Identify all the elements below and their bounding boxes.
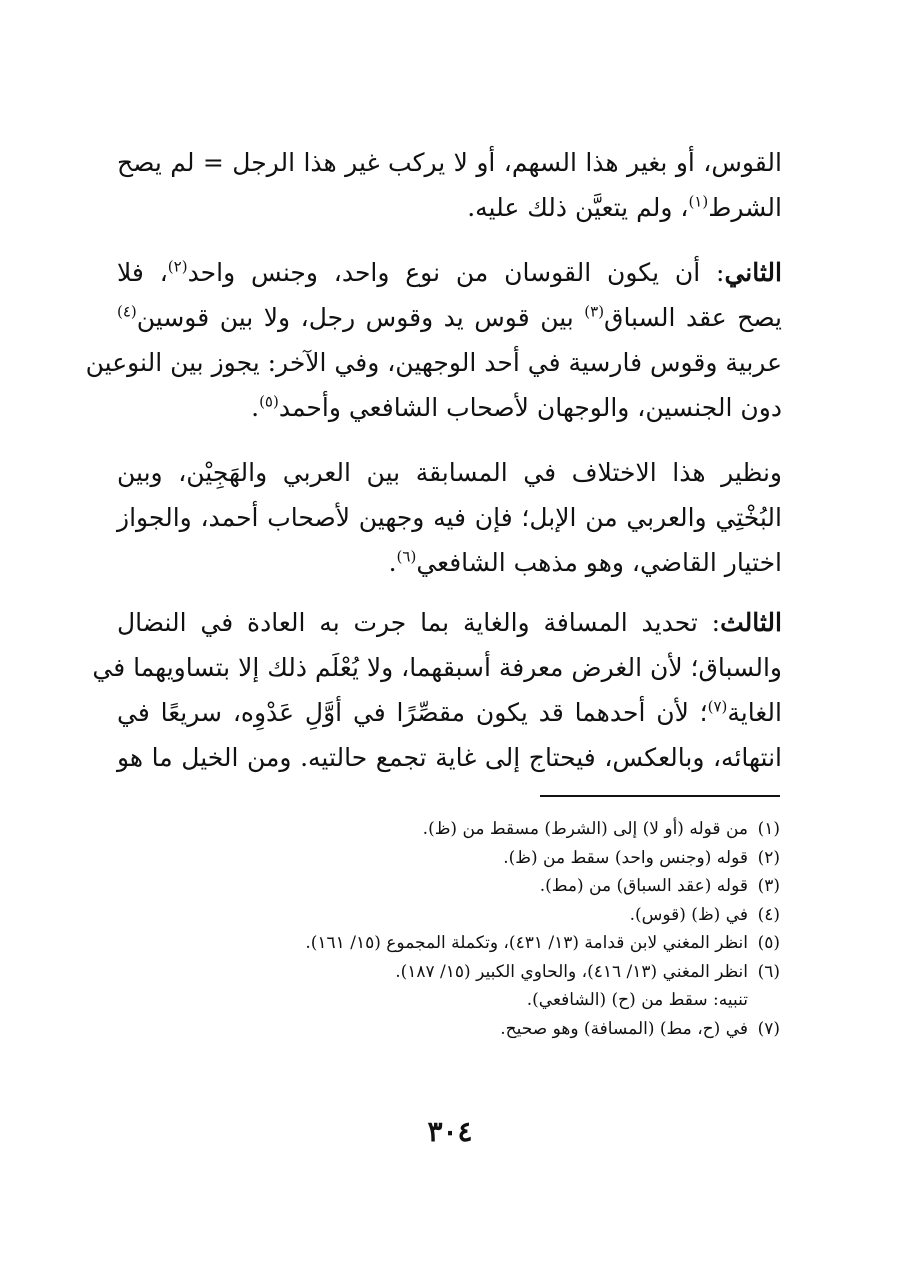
footnote-text: انظر المغني لابن قدامة (١٣/ ٤٣١)، وتكملة المجموع (١٥/ ١٦١).: [305, 933, 748, 953]
footnote-6-note: [115, 986, 780, 1015]
footnote-number: [748, 986, 780, 1015]
section-lead-third: الثالث: [720, 608, 782, 637]
text-span: ، فلا: [117, 258, 168, 287]
footnote-2: [115, 844, 780, 873]
footnote-number: (٦): [757, 961, 780, 982]
paragraph-1: [117, 140, 782, 230]
paragraph-4-line-1: [117, 600, 782, 645]
footnote-text: قوله (وجنس واحد) سقط من (ظ).: [503, 847, 748, 868]
footnote-number: (٤): [757, 904, 780, 925]
footnote-text: من قوله (أو لا) إلى (الشرط) مسقط من (ظ).: [422, 819, 748, 839]
footnote-ref-4[interactable]: (٤): [117, 302, 137, 321]
paragraph-3-line-3: [117, 540, 782, 585]
footnote-number: (٥): [757, 933, 780, 953]
paragraph-2: [85, 250, 782, 430]
section-lead-second: الثاني: [724, 258, 782, 287]
footnote-7: [115, 1015, 780, 1044]
page-number: ٣٠٤: [427, 1115, 473, 1148]
paragraph-4-line-2: والسباق؛ لأن الغرض معرفة أسبقهما، ولا يُعْلَم ذلك إلا بتساويهما في: [92, 653, 782, 682]
footnote-number: (٣): [757, 876, 780, 896]
text-span: .: [388, 548, 397, 577]
footnote-ref-7[interactable]: (٧): [707, 697, 728, 716]
paragraph-3: [117, 450, 782, 585]
footnote-ref-1[interactable]: (١): [688, 192, 709, 211]
footnote-text: قوله (عقد السباق) من (مط).: [539, 876, 748, 896]
text-span: يصح عقد السباق: [604, 303, 782, 332]
paragraph-3-line-1: ونظير هذا الاختلاف في المسابقة بين العربي والهَجِيْن، وبين: [117, 458, 782, 487]
paragraph-2-line-3: عربية وقوس فارسية في أحد الوجهين، وفي الآخر: يجوز بين النوعين: [85, 348, 782, 377]
footnote-3: [115, 872, 780, 901]
text-span: الغاية: [727, 698, 782, 727]
text-span: اختيار القاضي، وهو مذهب الشافعي: [416, 548, 782, 577]
text-span: ، ولم يتعيَّن ذلك عليه.: [467, 193, 689, 222]
paragraph-2-line-1: [117, 250, 782, 295]
text-span: : أن يكون القوسان من نوع واحد، وجنس واحد: [187, 258, 725, 287]
text-span: ؛ لأن أحدهما قد يكون مقصِّرًا في أوَّلِ عَدْوِه، سريعًا في: [117, 698, 708, 727]
footnote-ref-5[interactable]: (٥): [259, 392, 279, 411]
paragraph-2-line-4: [117, 385, 782, 430]
footnote-6: [115, 958, 780, 987]
text-span: الشرط: [708, 193, 782, 222]
footnote-text: في (ظ) (قوس).: [629, 904, 748, 925]
paragraph-4-line-4: انتهائه، وبالعكس، فيحتاج إلى غاية تجمع حالتيه. ومن الخيل ما هو: [117, 743, 782, 772]
paragraph-2-line-2: [117, 295, 782, 340]
footnote-4: [115, 901, 780, 930]
text-span: .: [251, 393, 260, 422]
footnote-number: (١): [757, 819, 780, 839]
paragraph-4-line-3: [117, 690, 782, 735]
footnote-text: انظر المغني (١٣/ ٤١٦)، والحاوي الكبير (١٥/ ١٨٧).: [395, 961, 748, 982]
footnote-1: [115, 815, 780, 844]
footnote-number: (٧): [757, 1018, 780, 1039]
footnote-text: في (ح، مط) (المسافة) وهو صحيح.: [500, 1018, 748, 1039]
footnote-5: [115, 929, 780, 958]
text-span: : تحديد المسافة والغاية بما جرت به العادة في النضال: [117, 608, 721, 637]
footnote-number: (٢): [757, 847, 780, 868]
footnote-separator: [540, 795, 780, 797]
footnote-ref-2[interactable]: (٢): [167, 257, 188, 276]
paragraph-3-line-2: البُخْتِي والعربي من الإبل؛ فإن فيه وجهين لأصحاب أحمد، والجواز: [117, 503, 782, 532]
footnote-ref-6[interactable]: (٦): [396, 547, 417, 566]
text-span: بين قوس يد وقوس رجل، ولا بين قوسين: [136, 303, 585, 332]
paragraph-1-line-1: القوس، أو بغير هذا السهم، أو لا يركب غير هذا الرجل = لم يصح: [117, 148, 782, 177]
footnote-text: تنبيه: سقط من (ح) (الشافعي).: [526, 990, 748, 1010]
text-span: دون الجنسين، والوجهان لأصحاب الشافعي وأحمد: [278, 393, 782, 422]
footnote-ref-3[interactable]: (٣): [584, 302, 605, 321]
paragraph-1-line-2: [117, 185, 782, 230]
footnotes: [115, 815, 780, 1043]
paragraph-4: [92, 600, 782, 780]
